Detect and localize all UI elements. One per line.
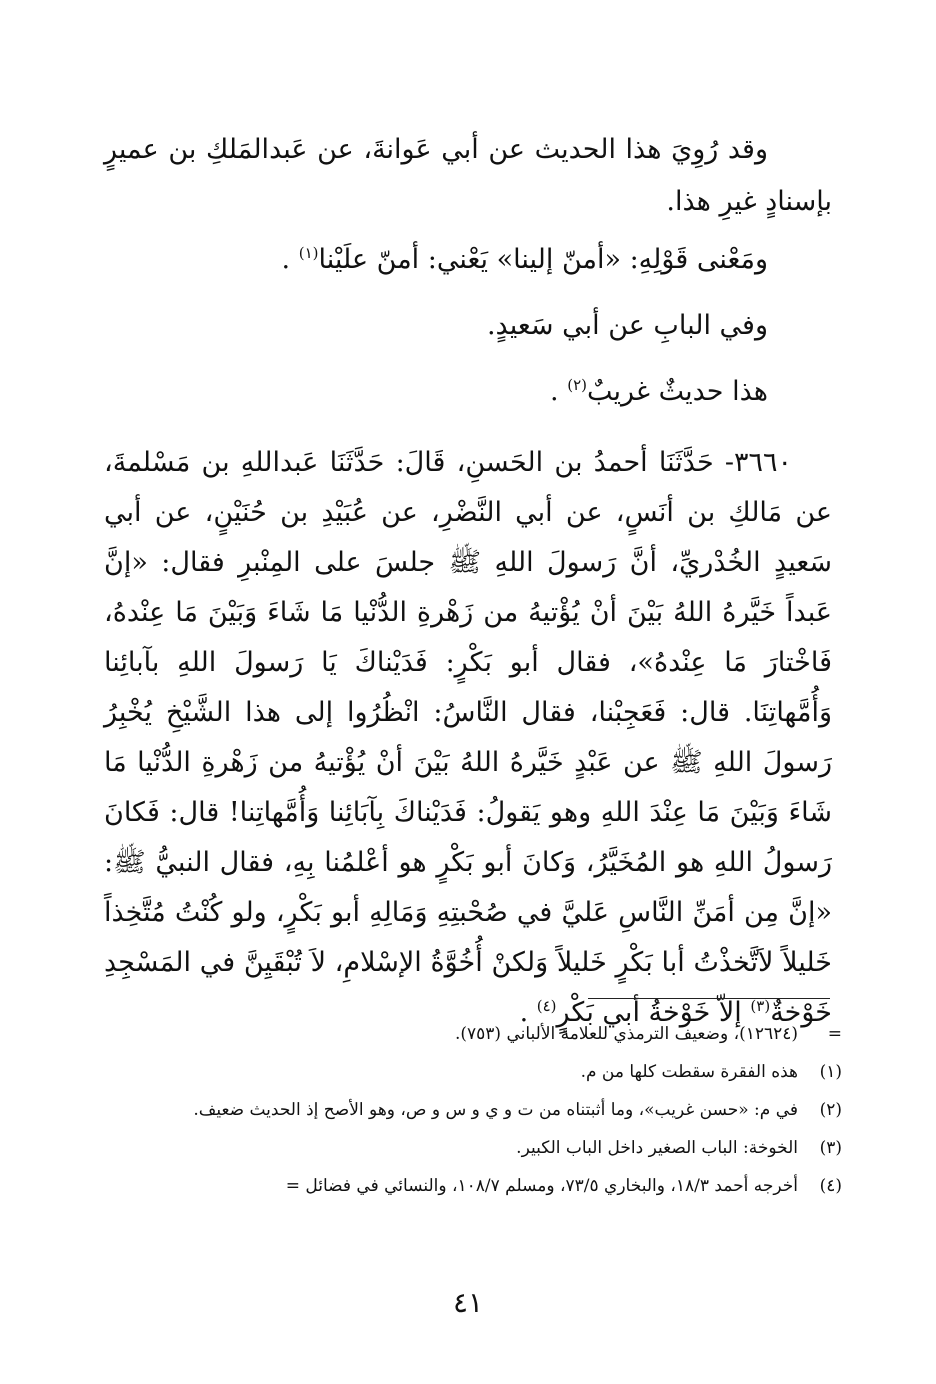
paragraph-meaning [104,234,832,286]
page-number: ٤١ [452,1286,484,1319]
footnote-separator [588,998,830,999]
footnote-1 [104,1054,842,1090]
footnote-ref-3: (٣) [750,997,771,1015]
footnote-number: (١) [819,1062,842,1082]
hadith-end: . [519,997,537,1028]
hadith-text: حَدَّثَنَا أحمدُ بن الحَسنِ، قَالَ: حَدَّثَنَا عَبداللهِ بن مَسْلمةَ، عن مَالكِ بن أنَسٍ، عن أبي النَّضْرِ، عن عُبَيْدِ بن حُنَيْنٍ، عن أبي سَعيدٍ الخُدْريِّ، أنَّ رَسولَ اللهِ ﷺ جلسَ على المِنْبرِ فقال: «إنَّ عَبداً خَيَّرهُ اللهُ بَيْنَ أنْ يُؤْتيهُ من زَهْرةِ الدُّنْيا مَا شَاءَ وَبَيْنَ مَا عِنْدهُ، فَاخْتارَ مَا عِنْدهُ»، فقال أبو بَكْرٍ: فَدَيْناكَ يَا رَسولَ اللهِ بآبائِنا وَأُمَّهاتِنَا. قال: فَعَجِبْنا، فقال النَّاسُ: انْظُرُوا إلى هذا الشَّيْخِ يُخْبِرُ رَسولَ اللهِ ﷺ عن عَبْدٍ خَيَّرهُ اللهُ بَيْنَ أنْ يُؤْتيهُ من زَهْرةِ الدُّنْيا مَا شَاءَ وَبَيْنَ مَا عِنْدَ اللهِ وهو يَقولُ: فَدَيْناكَ بِآبَائِنا وَأُمَّهاتِنا! قال: فَكانَ رَسولُ اللهِ هو المُخَيَّرُ، وَكانَ أبو بَكْرٍ هو أعْلمُنا بِهِ، فقال النبيُّ ﷺ: «إنَّ مِن أمَنِّ النَّاسِ عَليَّ في صُحْبتِهِ وَمَالِهِ أبو بَكْرٍ، ولو كُنْتُ مُتَّخِذاً خَليلاً لاَتَّخذْتُ أبا بَكْرٍ خَليلاً وَلكنْ أُخُوَّةُ الإسْلامِ، لاَ تُبْقَيِنَّ في المَسْجِدِ خَوْخةٌ [104,447,832,1028]
paragraph-narration-note: وقد رُوِيَ هذا الحديث عن أبي عَوانةَ، عن عَبدالمَلكِ بن عميرٍ بإسنادٍ غيرِ هذا. [104,134,832,217]
footnote-ref-2: (٢) [567,376,587,394]
footnote-number: (٢) [819,1100,842,1120]
footnote-ref-4: (٤) [536,997,557,1015]
footnote-number: (٣) [819,1138,842,1158]
footnote-text: الخوخة: الباب الصغير داخل الباب الكبير. [516,1138,798,1158]
hadith-paragraph [104,438,832,1038]
footnote-continuation [104,1016,842,1052]
footnote-3 [104,1130,842,1166]
paragraph-grading-text: هذا حديثٌ غريبٌ [586,376,768,407]
paragraph-chapter: وفي البابِ عن أبي سَعيدٍ. [486,310,768,341]
footnote-text: هذه الفقرة سقطت كلها من م. [580,1062,798,1082]
paragraph-grading-end: . [550,376,568,407]
footnote-4 [104,1168,842,1204]
footnote-ref-1: (١) [298,244,319,262]
footnote-text: أخرجه أحمد ١٨/٣، والبخاري ٧٣/٥، ومسلم ١٠٨/٧، والنسائي في فضائل = [285,1176,798,1196]
paragraph-grading [104,366,832,418]
footnote-2 [104,1092,842,1128]
hadith-text-ending: إلاّ خَوْخةُ أبي بَكْرٍ [556,997,751,1028]
paragraph-meaning-end: . [281,244,299,275]
footnotes [104,1016,842,1206]
main-text [104,124,832,1038]
footnote-text: (١٢٦٢٤)، وضعيف الترمذي للعلامة الألباني (٧٥٣). [454,1024,798,1044]
footnote-text: في م: «حسن غريب»، وما أثبتناه من ت و ي و س و ص، وهو الأصح إذ الحديث ضعيف. [193,1100,798,1120]
footnote-number: = [827,1024,842,1044]
hadith-number: ٣٦٦٠- [724,447,792,478]
footnote-number: (٤) [819,1176,842,1196]
paragraph-meaning-text: ومَعْنى قَوْلِهِ: «أمنّ إلينا» يَعْني: أمنّ علَيْنا [318,244,768,275]
